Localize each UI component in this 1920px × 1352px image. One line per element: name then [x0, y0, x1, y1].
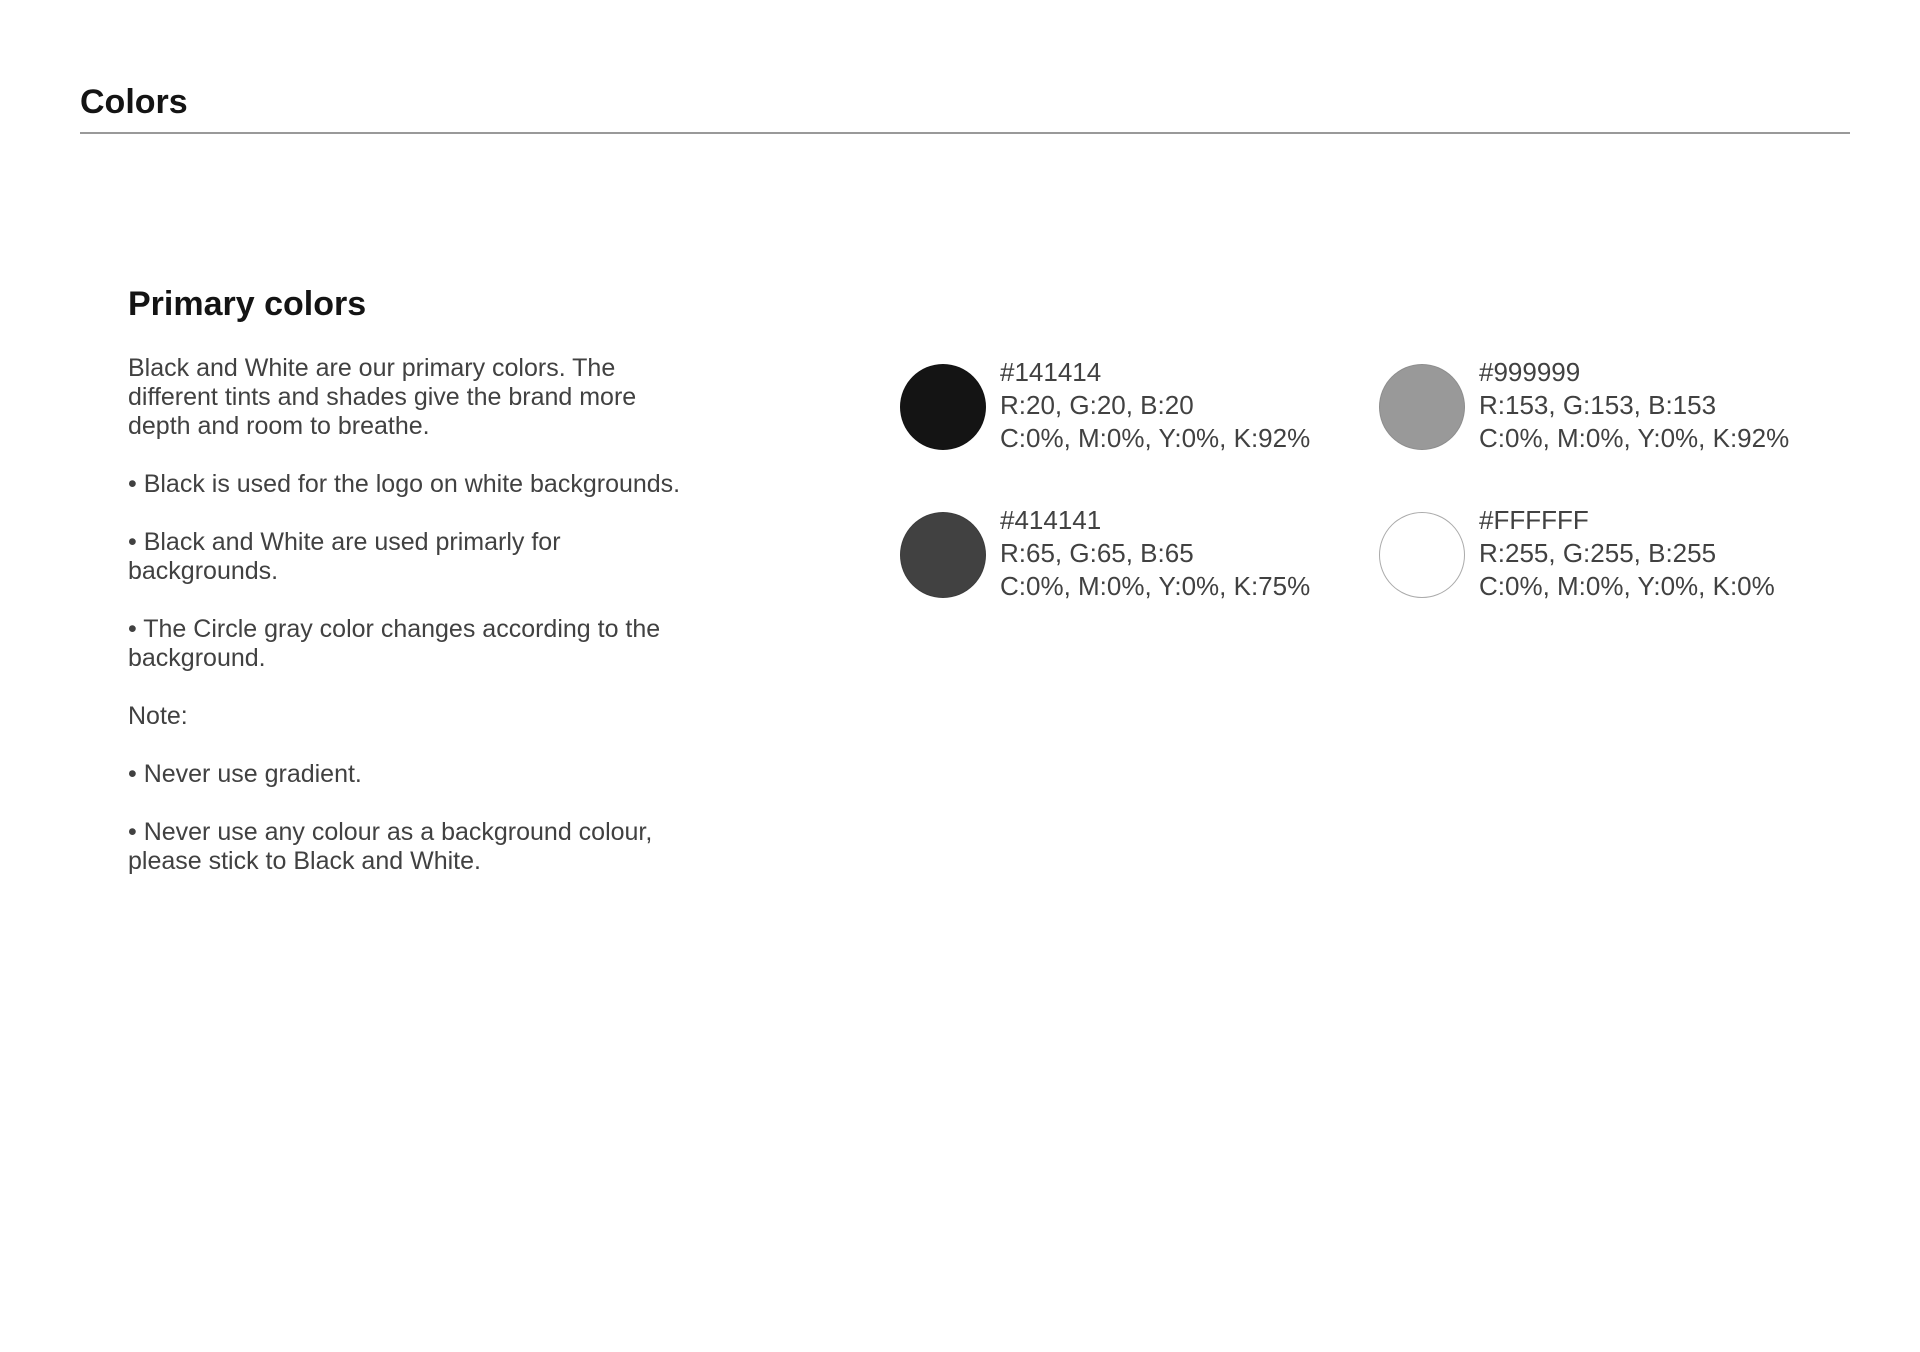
description-bullet-circle-gray: • The Circle gray color changes according to the background.: [128, 615, 661, 672]
swatch-dark-gray-circle: [900, 512, 986, 598]
swatch-black-rgb: R:20, G:20, B:20: [1000, 390, 1194, 420]
swatch-black-hex: #141414: [1000, 357, 1102, 387]
description-note-label: Note:: [128, 702, 188, 730]
primary-description: [128, 354, 698, 905]
swatch-gray: [1379, 356, 1819, 456]
swatch-white-info: [1479, 504, 1775, 603]
swatch-dark-gray-rgb: R:65, G:65, B:65: [1000, 538, 1194, 568]
swatch-gray-rgb: R:153, G:153, B:153: [1479, 390, 1717, 420]
swatch-white-rgb: R:255, G:255, B:255: [1479, 538, 1717, 568]
section-title: Primary colors: [128, 285, 367, 323]
swatch-white-hex: #FFFFFF: [1479, 505, 1589, 535]
swatch-white-circle: [1379, 512, 1465, 598]
swatch-white-cmyk: C:0%, M:0%, Y:0%, K:0%: [1479, 571, 1775, 601]
swatch-black-info: [1000, 356, 1310, 455]
swatch-gray-info: [1479, 356, 1789, 455]
description-bullet-backgrounds: • Black and White are used primarly for backgrounds.: [128, 528, 561, 585]
swatch-dark-gray-cmyk: C:0%, M:0%, Y:0%, K:75%: [1000, 571, 1311, 601]
page-title: Colors: [80, 83, 188, 121]
description-bullet-logo: • Black is used for the logo on white backgrounds.: [128, 470, 681, 498]
swatch-gray-cmyk: C:0%, M:0%, Y:0%, K:92%: [1479, 423, 1790, 453]
swatch-black-cmyk: C:0%, M:0%, Y:0%, K:92%: [1000, 423, 1311, 453]
description-bullet-background-colour: • Never use any colour as a background colour, please stick to Black and White.: [128, 818, 653, 875]
description-bullet-gradient: • Never use gradient.: [128, 760, 362, 788]
page-header: [80, 78, 1850, 134]
swatch-dark-gray: [900, 504, 1340, 604]
swatch-white: [1379, 504, 1819, 604]
swatch-gray-circle: [1379, 364, 1465, 450]
swatch-black-circle: [900, 364, 986, 450]
swatch-black: [900, 356, 1340, 456]
description-paragraph: Black and White are our primary colors. The different tints and shades give the brand more depth and room to breathe.: [128, 354, 637, 440]
swatch-dark-gray-info: [1000, 504, 1310, 603]
swatch-gray-hex: #999999: [1479, 357, 1581, 387]
swatch-dark-gray-hex: #414141: [1000, 505, 1102, 535]
